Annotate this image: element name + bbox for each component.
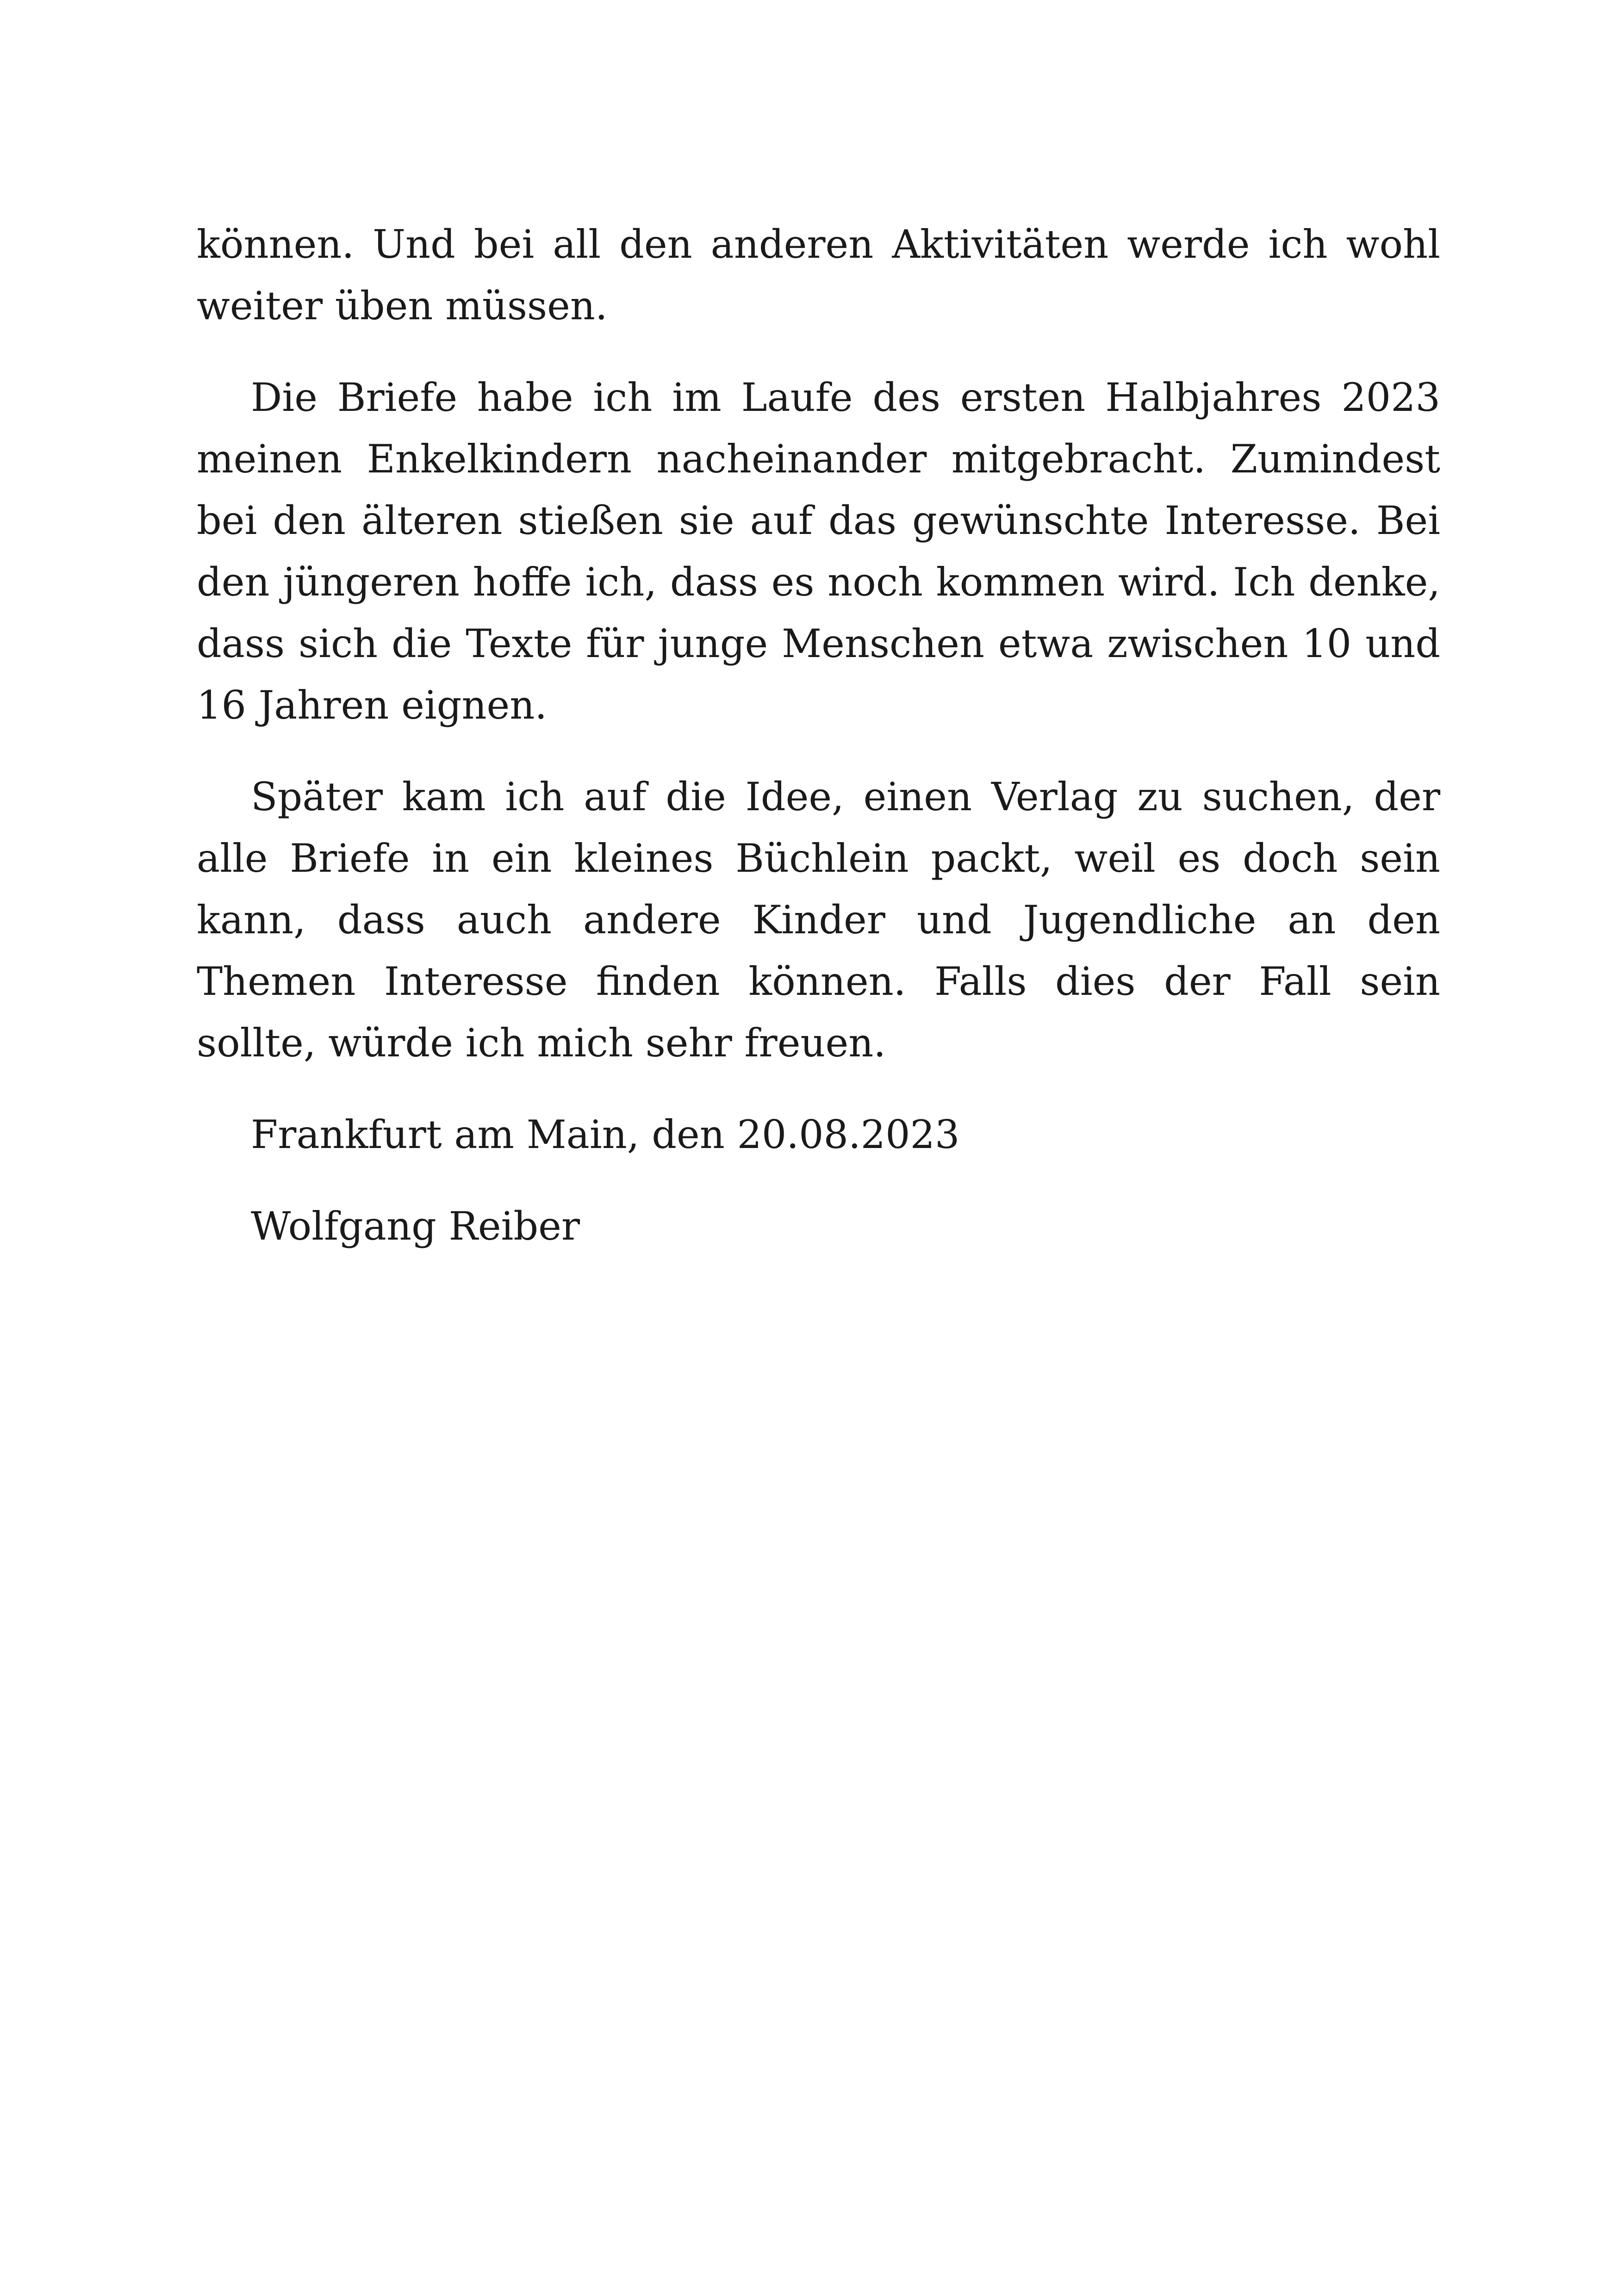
paragraph-continuation: können. Und bei all den anderen Aktivitäten werde ich wohl weiter üben müssen. [197,222,1440,329]
paragraph-letters: Die Briefe habe ich im Laufe des ersten Halbjahres 2023 meinen Enkelkindern nacheinander mitgebracht. Zumindest bei den älteren stießen sie auf das gewünschte Interesse. Bei den jüngeren hoffe ich, dass es noch kommen wird. Ich denke, dass sich die Texte für junge Menschen etwa zwischen 10 und 16 Jahren eignen. [197,375,1440,728]
paragraph-publisher: Später kam ich auf die Idee, einen Verlag zu suchen, der alle Briefe in ein kleines Büchlein packt, weil es doch sein kann, dass auch andere Kinder und Jugendliche an den Themen Interesse finden können. Falls dies der Fall sein sollte, würde ich mich sehr freuen. [197,774,1440,1066]
body-text [197,214,1440,1287]
place-date: Frankfurt am Main, den 20.08.2023 [251,1112,960,1157]
author-name: Wolfgang Reiber [251,1204,580,1249]
